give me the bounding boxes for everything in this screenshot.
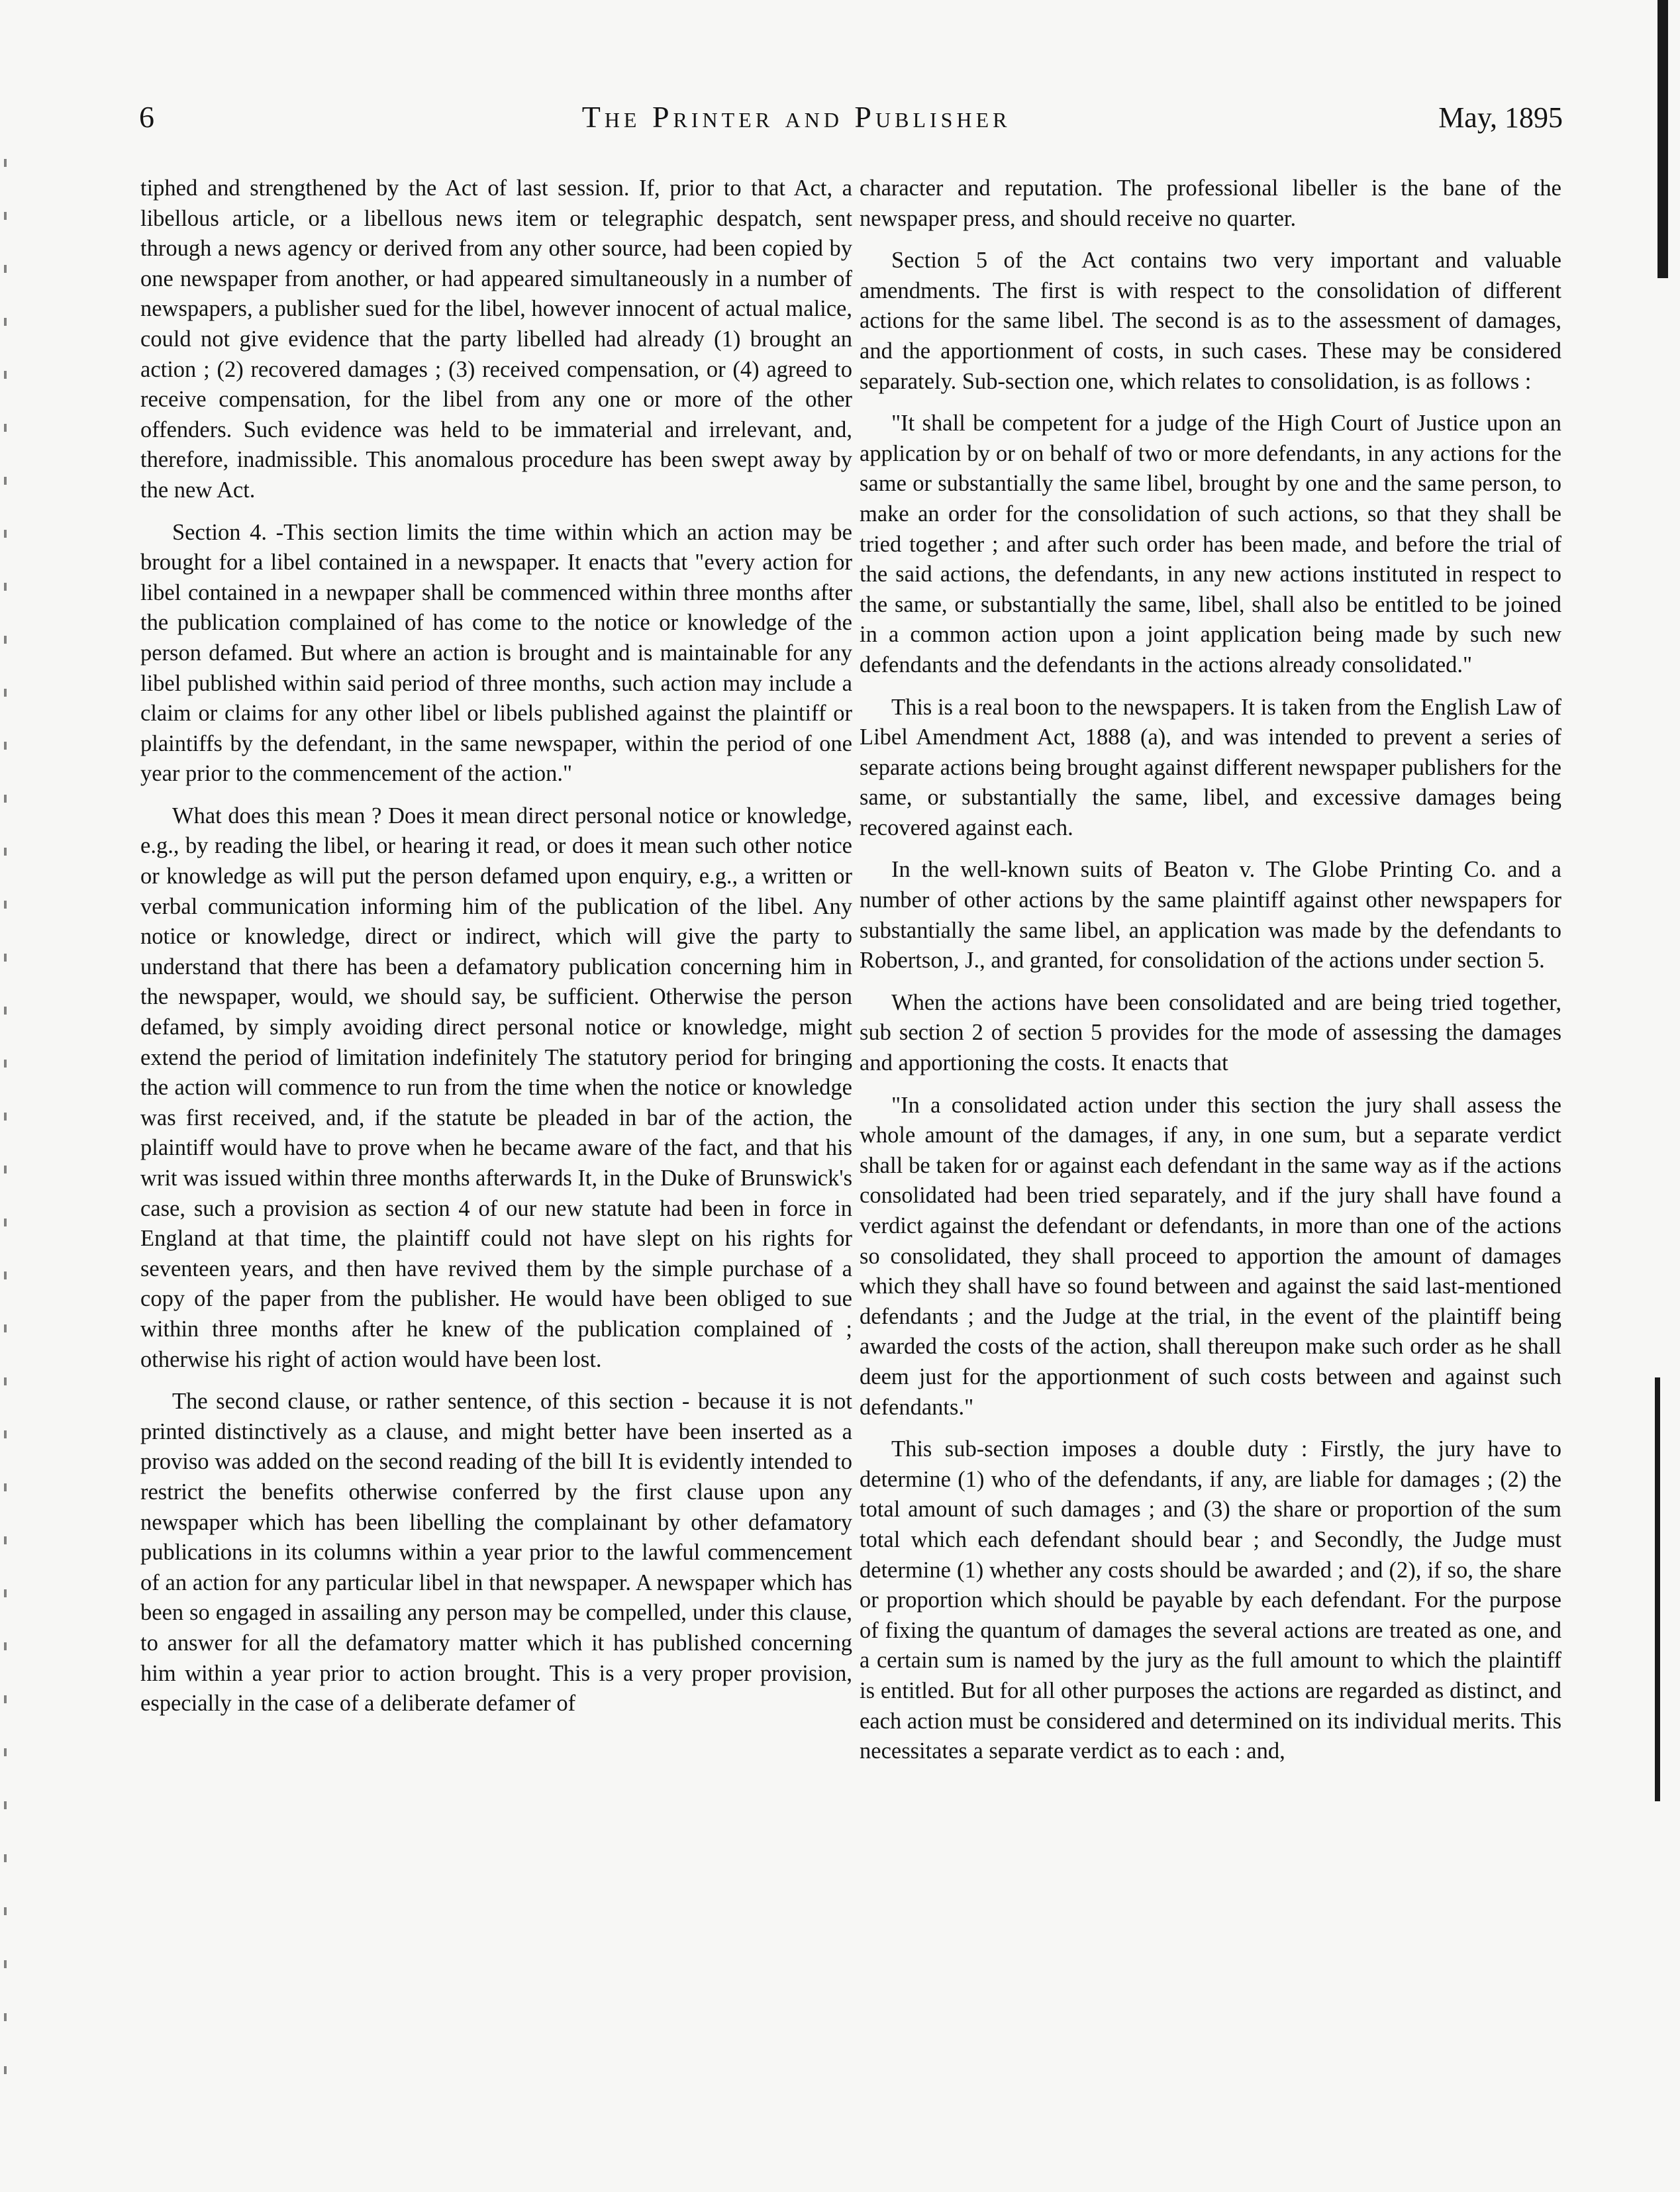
paragraph: The second clause, or rather sentence, of this section - because it is not printed distinctively as a clause, and might better have been inserted as a proviso was added on the second reading of the bill It is evidently intended to restrict the benefits otherwise conferred by the first clause upon any newspaper which has been libelling the complainant by other defamatory publications in its columns within a year prior to the lawful commencement of an action for any particular libel in that newspaper. A newspaper which has been so engaged in assailing any person may be compelled, under this clause, to answer for all the defamatory matter which it has published concerning him within a year prior to action brought. This is a very proper provision, especially in the case of a deliberate defamer of	[140, 1389, 852, 1717]
scan-edge-mark	[1657, 0, 1668, 278]
paragraph: tiphed and strengthened by the Act of last session. If, prior to that Act, a libellous article, or a libellous news item or telegraphic despatch, sent through a news agency or derived from any other source, had been copied by one newspaper from another, or had appeared simultaneously in a number of newspapers, a publisher sued for the libel, however innocent of actual malice, could not give evidence that the party libelled had already (1) brought an action ; (2) recovered damages ; (3) received compensation, or (4) agreed to receive compensation, for the libel from any one or more of the other offenders. Such evidence was held to be immaterial and irrelevant, and, therefore, inadmissible. This anomalous procedure has been swept away by the new Act.	[140, 175, 852, 503]
quoted-statute: "It shall be competent for a judge of the High Court of Justice upon an application by or on behalf of two or more defendants, in any actions for the same or substantially the same libel, brought by one and the same person, to make an order for the consolidation of such actions, so that they shall be tried together ; and after such order has been made, and before the trial of the said actions, the defendants, in any new actions instituted in respect to the same, or substantially the same, libel, shall also be entitled to be joined in a common action upon a joint application being made by such new defendants and the defendants in the actions already consolidated."	[860, 411, 1561, 677]
page-number: 6	[139, 100, 154, 134]
paragraph: In the well-known suits of Beaton v. The Globe Printing Co. and a number of other actions by the same plaintiff against other newspapers for substantially the same libel, an application was made by the defendants to Robertson, J., and granted, for consolidation of the actions under section 5.	[860, 857, 1561, 973]
issue-date: May, 1895	[1438, 101, 1563, 134]
paragraph: This is a real boon to the newspapers. It is taken from the English Law of Libel Amendment Act, 1888 (a), and was intended to prevent a series of separate actions being brought against different newspaper publishers for the same, or substantially the same, libel, and excessive damages being recovered against each.	[860, 694, 1561, 840]
left-column	[140, 174, 852, 2154]
paragraph: character and reputation. The professional libeller is the bane of the newspaper press, and should receive no quarter.	[860, 175, 1561, 231]
paragraph: Section 5 of the Act contains two very important and valuable amendments. The first is with respect to the consolidation of different actions for the same libel. The second is as to the assessment of damages, and the apportionment of costs, in such cases. These may be considered separately. Sub-section one, which relates to consolidation, is as follows :	[860, 248, 1561, 394]
quoted-statute: "In a consolidated action under this section the jury shall assess the whole amount of the damages, if any, in one sum, but a separate verdict shall be taken for or against each defendant in the same way as if the actions consolidated had been tried separately, and if the jury shall have found a verdict against the defendant or defendants, in more than one of the actions so consolidated, they shall proceed to apportion the amount of damages which they shall have so found between and against the said last-mentioned defendants ; and the Judge at the trial, in the event of the plaintiff being awarded the costs of the action, shall thereupon make such order as he shall deem just for the apportionment of such costs between and against such defendants."	[860, 1092, 1561, 1420]
right-column	[860, 174, 1561, 2154]
page-header	[139, 99, 1563, 146]
paragraph: Section 4. -This section limits the time within which an action may be brought for a libel contained in a newspaper. It enacts that "every action for libel contained in a newpaper shall be commenced within three months after the publication complained of has come to the notice or knowledge of the person defamed. But where an action is brought and is maintainable for any libel published within said period of three months, such action may include a claim or claims for any other libel or libels published against the plaintiff or plaintiffs by the defendant, in the same newspaper, within the period of one year prior to the commencement of the action."	[140, 519, 852, 787]
paragraph: When the actions have been consolidated and are being tried together, sub section 2 of section 5 provides for the mode of assessing the damages and apportioning the costs. It enacts that	[860, 989, 1561, 1076]
scan-margin-marks	[4, 159, 7, 2079]
running-title: The Printer and Publisher	[581, 100, 1011, 134]
scan-edge-mark	[1655, 1377, 1660, 1801]
paragraph: This sub-section imposes a double duty : Firstly, the jury have to determine (1) who of the defendants, if any, are liable for damages ; (2) the total amount of such damages ; and (3) the share or proportion of the sum total which each defendant should bear ; and Secondly, the Judge must determine (1) whether any costs should be awarded ; and (2), if so, the share or proportion which should be payable by each defendant. For the purpose of fixing the quantum of damages the several actions are treated as one, and a certain sum is named by the jury as the full amount to which the plaintiff is entitled. But for all other purposes the actions are regarded as distinct, and each action must be considered and determined on its individual merits. This necessitates a separate verdict as to each : and,	[860, 1436, 1561, 1764]
paragraph: What does this mean ? Does it mean direct personal notice or knowledge, e.g., by reading the libel, or hearing it read, or does it mean such other notice or knowledge as will put the person defamed upon enquiry, e.g., a written or verbal communication informing him of the publication of the libel. Any notice or knowledge, direct or indirect, which will give the party to understand that there has been a defamatory publication concerning him in the newspaper, would, we should say, be sufficient. Otherwise the person defamed, by simply avoiding direct personal notice or knowledge, might extend the period of limitation indefinitely The statutory period for bringing the action will commence to run from the time when the notice or knowledge was first received, and, if the statute be pleaded in bar of the action, the plaintiff would have to prove when he became aware of the fact, and that his writ was issued within three months afterwards It, in the Duke of Brunswick's case, such a provision as section 4 of our new statute had been in force in England at that time, the plaintiff could not have slept on his rights for seventeen years, and then have revived them by the simple purchase of a copy of the paper from the publisher. He would have been obliged to sue within three months after he knew of the publication complained of ; otherwise his right of action would have been lost.	[140, 803, 852, 1372]
